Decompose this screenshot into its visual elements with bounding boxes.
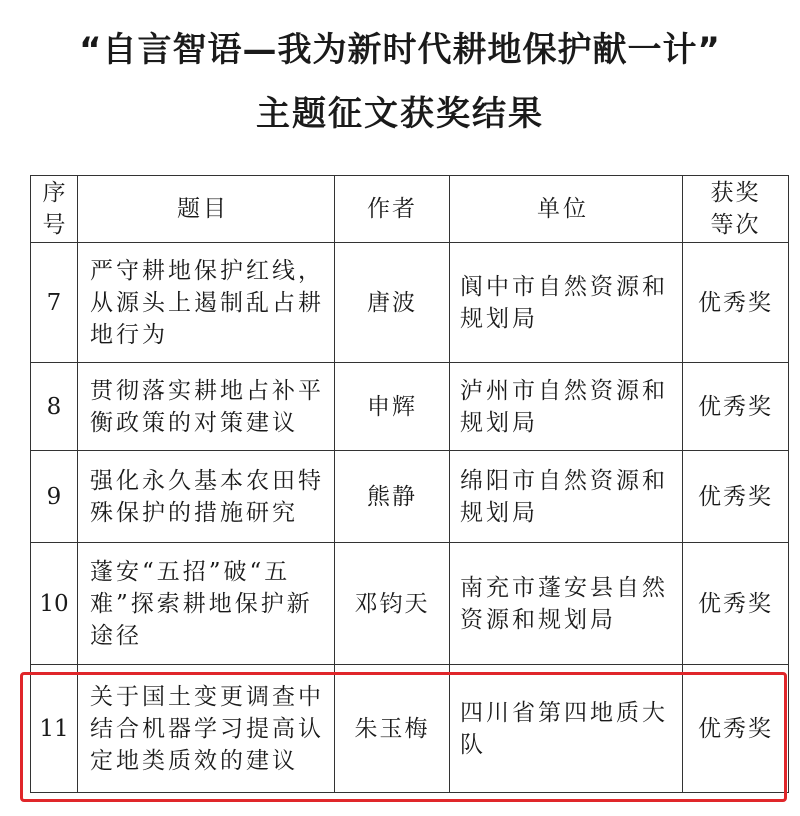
row-unit: 四川省第四地质大队 [450,665,683,793]
row-unit: 南充市蓬安县自然资源和规划局 [450,543,683,665]
row-author: 朱玉梅 [335,665,450,793]
row-author: 申辉 [335,363,450,451]
header-award [683,176,789,243]
row-number: 11 [31,665,78,793]
row-award: 优秀奖 [683,243,789,363]
awards-table [30,175,789,793]
row-number: 7 [31,243,78,363]
row-author: 邓钧天 [335,543,450,665]
row-unit: 阆中市自然资源和规划局 [450,243,683,363]
row-unit: 泸州市自然资源和规划局 [450,363,683,451]
row-author: 熊静 [335,451,450,543]
row-award: 优秀奖 [683,543,789,665]
row-title: 强化永久基本农田特殊保护的措施研究 [78,451,335,543]
table-row [31,243,789,363]
row-number: 9 [31,451,78,543]
header-award-line2: 等次 [710,212,761,238]
header-title: 题目 [78,176,335,243]
table-row [31,543,789,665]
row-unit: 绵阳市自然资源和规划局 [450,451,683,543]
header-unit: 单位 [450,176,683,243]
document-title-line1: “自言智语—我为新时代耕地保护献一计” [79,30,721,70]
header-number-line2: 号 [42,212,66,238]
row-author: 唐波 [335,243,450,363]
table-row-highlighted [31,665,789,793]
header-award-line1: 获奖 [710,180,761,206]
table-header-row [31,176,789,243]
row-title: 关于国土变更调查中结合机器学习提高认定地类质效的建议 [78,665,335,793]
document-title-line2: 主题征文获奖结果 [256,94,544,134]
header-author: 作者 [335,176,450,243]
table-row [31,363,789,451]
row-title: 严守耕地保护红线，从源头上遏制乱占耕地行为 [78,243,335,363]
table-row [31,451,789,543]
header-number-line1: 序 [42,180,66,206]
row-number: 10 [31,543,78,665]
row-title: 贯彻落实耕地占补平衡政策的对策建议 [78,363,335,451]
row-number: 8 [31,363,78,451]
row-award: 优秀奖 [683,363,789,451]
row-award: 优秀奖 [683,451,789,543]
row-award: 优秀奖 [683,665,789,793]
header-number [31,176,78,243]
row-title: 蓬安“五招”破“五难”探索耕地保护新途径 [78,543,335,665]
